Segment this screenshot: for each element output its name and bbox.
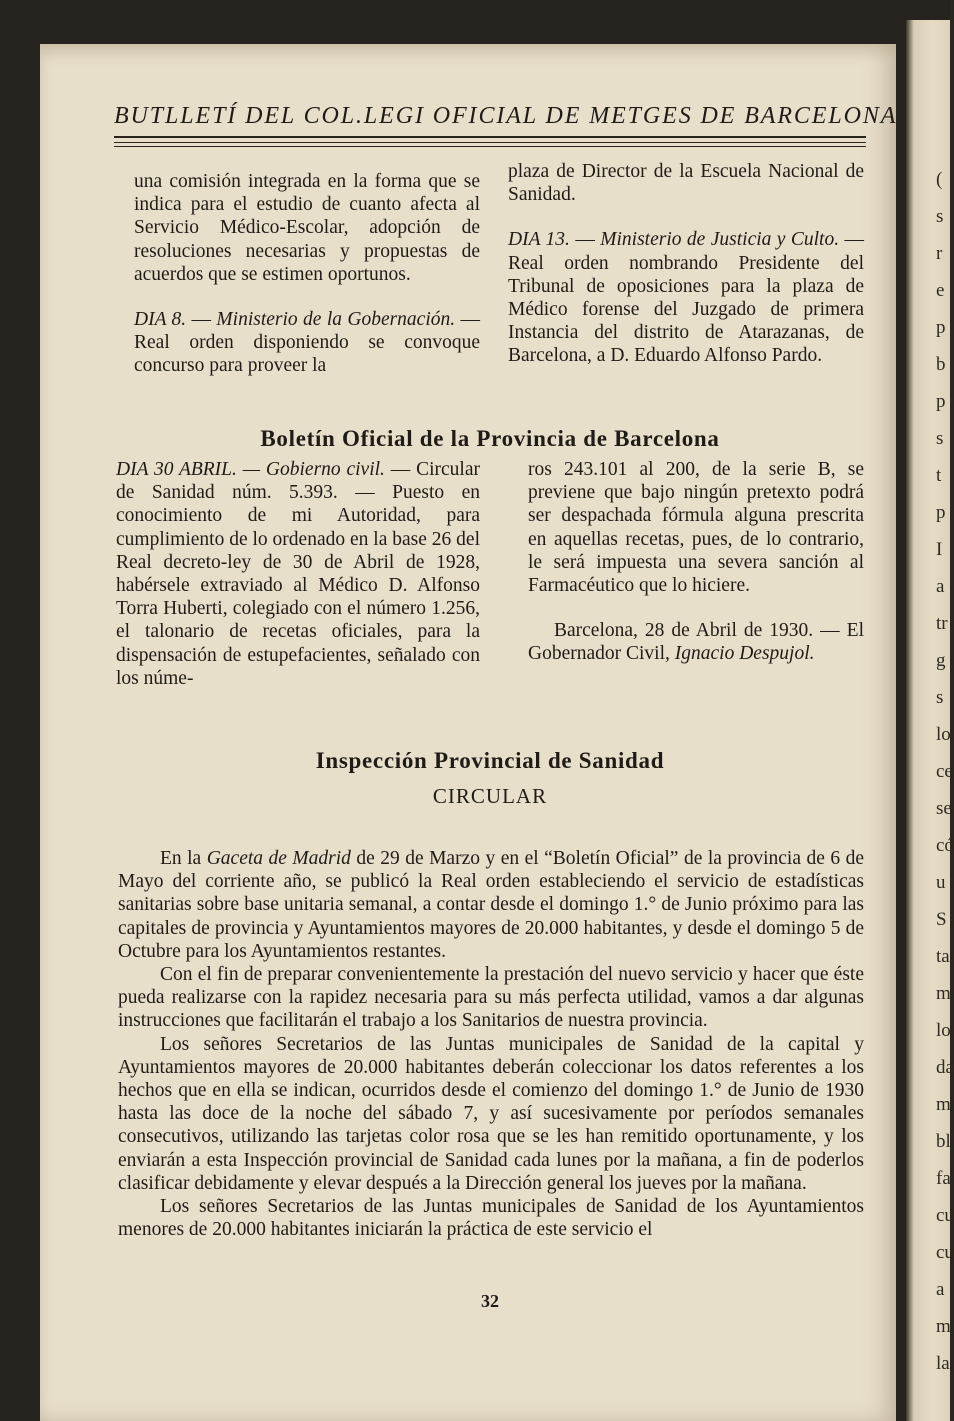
adjacent-page-text-fragment: cu [936,1242,954,1263]
adjacent-page-text-fragment: se [936,798,952,819]
header-rule [114,142,866,143]
page-number: 32 [481,1291,499,1311]
adjacent-page-text-fragment: lo [936,724,951,745]
adjacent-page-text-fragment: b [936,354,946,375]
entry-text: — Real orden disponiendo se convoque concurso para proveer la [134,309,481,377]
circular-body [118,847,864,1241]
paragraph: ros 243.101 al 200, de la serie B, se previene que bajo ningún pretexto podrá ser despachada fórmula alguna prescrita en aquellas recetas, pues, de lo contrario, le será impuesta una severa sanción al Farmacéutico que lo hiciere. [528,459,864,597]
adjacent-page-text-fragment: cu [936,1205,954,1226]
paragraph: Los señores Secretarios de las Juntas municipales de Sanidad de la capital y Ayuntamientos mayores de 20.000 habitantes deberán coleccionar los datos referentes a los hechos que en ella se indican, ocurridos desde el comienzo del domingo 1.° de Junio de 1930 hasta las doce de la noche del sábado 7, y así sucesivamente por períodos semanales consecutivos, utilizando las tarjetas color rosa que se les han remitido oportunamente, y los enviarán a esta Inspección provincial de Sanidad cada lunes por la mañana, a fin de poderlos clasificar debidamente y elevar después a la Dirección general los jueves por la mañana. [118,1033,864,1194]
paragraph [134,308,480,378]
header-rule [114,136,866,138]
adjacent-page-text-fragment: lo [936,1020,951,1041]
paragraph: Con el fin de preparar convenientemente la prestación del nuevo servicio y hacer que éste pueda realizarse con la rapidez necesaria para su más perfecta utilidad, vamos a dar algunas instrucciones que facilitarán el trabajo a los Sanitarios de nuestra provincia. [118,964,864,1032]
adjacent-page-text-fragment: s [936,428,944,449]
publication-name: Gaceta de Madrid [206,848,351,869]
adjacent-page-text-fragment: S [936,909,947,930]
adjacent-page-text-fragment: m [936,1316,951,1337]
adjacent-page-text-fragment: e [936,280,945,301]
adjacent-page-edge [906,20,954,1421]
adjacent-page-text-fragment: g [936,650,946,671]
entry-text: — Real orden nombrando Presidente del Tribunal de oposiciones para la plaza de Médico forense del Juzgado de primera Instancia del distrito de Atarazanas, de Barcelona, a D. Eduardo Alfonso Pardo. [508,229,865,367]
adjacent-page-text-fragment: p [936,317,946,338]
ministry-name: Ministerio de Justicia y Culto. [600,229,840,251]
paragraph [116,458,480,690]
section-title: Inspección Provincial de Sanidad [315,748,665,773]
entry-text: — Circular de Sanidad núm. 5.393. — Puesto en conocimiento de mi Autoridad, para cumplimiento de lo ordenado en la base 26 del Real decreto-ley de 30 de Abril de 1928, habérsele extraviado al Médico D. Alfonso Torra Huberti, colegiado con el número 1.256, el talonario de recetas oficiales, para la dispensación de estupefacientes, señalado con los núme- [116,459,480,689]
dia-label: DIA 30 ABRIL. — Gobierno civil. [116,459,385,480]
adjacent-page-text-fragment: có [936,835,954,856]
adjacent-page-text-fragment: s [936,687,944,708]
paragraph: Los señores Secretarios de las Juntas municipales de Sanidad de los Ayuntamientos menores de 20.000 habitantes iniciarán la práctica de este servicio el [118,1196,864,1241]
signature-place: Barcelona, 28 de Abril de 1930. — El Gobernador Civil, [528,620,864,665]
paragraph: una comisión integrada en la forma que se indica para el estudio de cuanto afecta al Servicio Médico-Escolar, adopción de resoluciones necesarias y propuestas de acuerdos que se estimen oportunos. [134,171,480,285]
adjacent-page-text-fragment: fa [936,1168,951,1189]
adjacent-page-text-fragment: r [936,243,943,264]
adjacent-page-text-fragment: m [936,983,951,1004]
adjacent-page-text-fragment: u [936,872,946,893]
adjacent-page-text-fragment: p [936,391,946,412]
adjacent-page-text-fragment: a [936,1279,945,1300]
adjacent-page-text-fragment: bl [936,1131,951,1152]
running-head: BUTLLETÍ DEL COL.LEGI OFICIAL DE METGES DE BARCELONA [114,103,898,129]
adjacent-page-text-fragment: ta [936,946,950,967]
boletin-right-column [528,458,864,666]
header-rule [114,146,866,147]
dash: — [186,309,217,331]
adjacent-page-text-fragment: m [936,1094,951,1115]
adjacent-page-text-fragment: I [936,539,943,560]
boletin-left-column [116,458,480,690]
adjacent-page-text-fragment: t [936,465,942,486]
dia-label: DIA 13. [508,229,570,251]
text: de 29 de Marzo y en el “Boletín Oficial” de la provincia de 6 de Mayo del corriente año, se publicó la Real orden estableciendo el servicio de estadísticas sanitarias sobre base unitaria semanal, a contar desde el domingo 1.° de Junio próximo para las capitales de provincia y Ayuntamientos mayores de 20.000 habitantes, y desde el domingo 5 de Octubre para los Ayuntamientos restantes. [118,848,865,962]
dash: — [569,229,601,251]
dia-label: DIA 8. [134,309,187,331]
adjacent-page-text-fragment: ce [936,761,953,782]
paragraph [118,847,864,963]
adjacent-page-text-fragment: ( [936,169,943,190]
paragraph [508,228,864,367]
text: En la [160,848,207,869]
document-page [40,44,896,1421]
adjacent-page-text-fragment: da [936,1057,954,1078]
adjacent-page-text-fragment: p [936,502,946,523]
top-right-column [508,160,864,368]
signature-paragraph [528,619,864,665]
section-subtitle: CIRCULAR [432,784,548,808]
ministry-name: Ministerio de la Gobernación. [216,309,456,331]
adjacent-page-text-fragment: s [936,206,944,227]
adjacent-page-text-fragment: a [936,576,945,597]
adjacent-page-text-fragment: la [936,1353,950,1374]
adjacent-page-text-fragment: tr [936,613,948,634]
signature-name: Ignacio Despujol. [674,643,815,665]
top-left-column [134,170,480,378]
paragraph: plaza de Director de la Escuela Nacional de Sanidad. [508,161,864,206]
section-title: Boletín Oficial de la Provincia de Barcelona [260,426,720,451]
